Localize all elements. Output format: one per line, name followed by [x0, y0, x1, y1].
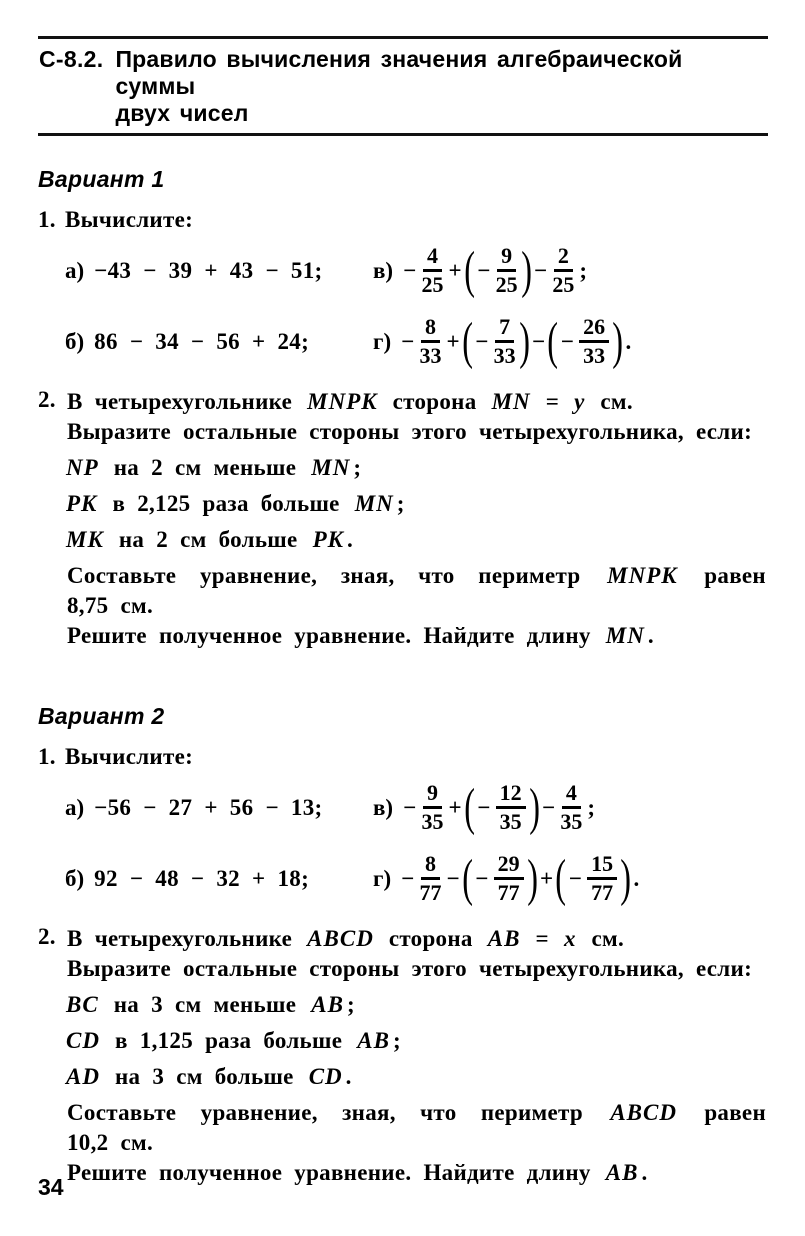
math-variable: y: [574, 389, 586, 414]
math-variable: CD: [66, 1028, 100, 1053]
math-variable: AB: [357, 1028, 390, 1053]
math-text: .: [641, 1160, 648, 1185]
paren: (: [462, 849, 473, 907]
math-text: В четырехугольнике: [67, 926, 305, 951]
math-text: −: [533, 257, 548, 283]
math-text: −: [477, 794, 491, 820]
section-code: С-8.2.: [39, 46, 104, 72]
problem2-line: [65, 924, 768, 954]
paren: ): [526, 849, 538, 907]
math-text: −: [475, 865, 489, 891]
math-variable: AB: [311, 992, 344, 1017]
math-text: на 2 см меньше: [101, 455, 309, 480]
math-text: 86 − 34 − 56 + 24;: [94, 328, 310, 354]
problem2-line: [65, 1158, 768, 1188]
problem2-line: [65, 1128, 768, 1158]
expression-item: [65, 772, 373, 843]
problem1-heading: [38, 744, 768, 770]
fraction: [421, 242, 444, 297]
fraction-denominator: 77: [497, 880, 520, 905]
fraction-numerator: 15: [587, 853, 617, 880]
fraction-numerator: 2: [554, 245, 573, 272]
section-title-line2: двух чисел: [115, 100, 249, 126]
variants-container: [38, 166, 768, 1188]
math-text: Выразите остальные стороны этого четырехугольника, если:: [67, 956, 753, 981]
math-text: +: [448, 794, 462, 820]
math-text: +: [539, 865, 554, 891]
math-text: сторона: [376, 926, 485, 951]
math-variable: MN: [605, 623, 645, 648]
problem1-items: [65, 772, 768, 914]
math-text: −: [446, 865, 460, 891]
math-text: ;: [353, 455, 362, 480]
math-text: ;: [392, 1028, 401, 1053]
fraction: [419, 313, 442, 368]
section-title-line1: Правило вычисления значения алгебраической суммы: [115, 46, 683, 99]
fraction-numerator: 4: [562, 782, 581, 809]
expression-item: [373, 772, 768, 843]
item-letter: а): [65, 794, 85, 820]
math-text: в 2,125 раза больше: [100, 491, 352, 516]
math-variable: ABCD: [610, 1100, 677, 1125]
math-text: Решите полученное уравнение. Найдите длину: [67, 1160, 603, 1185]
math-text: −: [477, 257, 491, 283]
item-letter: в): [373, 257, 394, 283]
expression-item: [65, 843, 373, 914]
fraction-denominator: 25: [421, 272, 444, 297]
paren: ): [620, 849, 632, 907]
paren: (: [555, 849, 567, 907]
item-letter: б): [65, 865, 85, 891]
fraction: [494, 850, 524, 905]
math-text: ;: [579, 257, 588, 283]
math-text: Составьте уравнение, зная, что периметр: [67, 563, 605, 588]
fraction-denominator: 25: [495, 272, 518, 297]
problem2-block: [38, 387, 768, 651]
problem-number: 1.: [38, 744, 56, 769]
math-text: −: [568, 865, 583, 891]
math-text: −: [403, 257, 417, 283]
fraction-numerator: 4: [423, 245, 442, 272]
math-text: .: [346, 527, 354, 552]
math-text: .: [633, 865, 640, 891]
math-text: .: [647, 623, 654, 648]
math-text: Выразите остальные стороны этого четырехугольника, если:: [67, 419, 753, 444]
math-text: +: [446, 328, 460, 354]
math-text: ;: [346, 992, 355, 1017]
math-text: −: [401, 328, 415, 354]
math-text: сторона: [380, 389, 489, 414]
fraction: [419, 850, 442, 905]
math-text: 8,75 см.: [67, 593, 154, 618]
math-text: −: [475, 328, 489, 354]
paren: ): [518, 312, 530, 370]
math-text: В четырехугольнике: [67, 389, 305, 414]
fraction: [587, 850, 617, 905]
math-variable: AD: [66, 1064, 100, 1089]
math-variable: MNPK: [307, 389, 378, 414]
expression-item: [373, 843, 768, 914]
math-variable: BC: [66, 992, 99, 1017]
math-variable: NP: [66, 455, 99, 480]
problem2-line: [65, 954, 768, 984]
math-text: на 2 см больше: [106, 527, 310, 552]
variant-title: Вариант 1: [38, 166, 165, 192]
expression-item: [373, 306, 768, 377]
math-variable: MK: [66, 527, 104, 552]
math-variable: CD: [308, 1064, 343, 1089]
paren: ): [520, 241, 532, 299]
math-text: −: [541, 794, 556, 820]
problem2-line: [65, 525, 768, 555]
math-text: Решите полученное уравнение. Найдите длину: [67, 623, 603, 648]
fraction: [560, 779, 583, 834]
math-variable: MNPK: [607, 563, 678, 588]
fraction-denominator: 25: [552, 272, 575, 297]
problem-number: 1.: [38, 207, 56, 232]
variant-block: [38, 166, 768, 651]
paren: ): [612, 312, 624, 370]
math-text: −: [531, 328, 546, 354]
problem-number: 2.: [38, 924, 56, 949]
fraction-numerator: 9: [423, 782, 442, 809]
math-variable: MN: [354, 491, 394, 516]
math-variable: x: [563, 926, 577, 951]
problem2-line: [65, 417, 768, 447]
math-text: =: [533, 389, 572, 414]
fraction-denominator: 35: [421, 809, 444, 834]
math-text: −: [560, 328, 575, 354]
math-text: −43 − 39 + 43 − 51;: [94, 257, 323, 283]
fraction-numerator: 9: [497, 245, 516, 272]
fraction-numerator: 8: [421, 853, 440, 880]
math-variable: PK: [312, 527, 344, 552]
math-text: равен: [679, 1100, 766, 1125]
math-variable: AB: [605, 1160, 639, 1185]
fraction-numerator: 26: [579, 316, 609, 343]
page-content: [0, 36, 805, 1188]
math-text: см.: [579, 926, 625, 951]
section-title: [115, 46, 768, 127]
variant-block: [38, 703, 768, 1188]
math-text: в 1,125 раза больше: [102, 1028, 355, 1053]
math-text: −: [403, 794, 417, 820]
math-text: на 3 см меньше: [101, 992, 309, 1017]
item-letter: г): [373, 865, 392, 891]
math-text: .: [345, 1064, 352, 1089]
math-text: +: [448, 257, 462, 283]
item-letter: в): [373, 794, 394, 820]
problem2-line: [65, 591, 768, 621]
fraction-numerator: 29: [494, 853, 524, 880]
problem2-line: [65, 1062, 768, 1092]
paren: (: [547, 312, 559, 370]
item-letter: б): [65, 328, 85, 354]
math-text: −: [401, 865, 415, 891]
math-text: ;: [587, 794, 596, 820]
problem-number: 2.: [38, 387, 56, 412]
problem2-block: [38, 924, 768, 1188]
header-rule-bottom: [38, 133, 768, 136]
math-text: ;: [396, 491, 405, 516]
expression-item: [65, 306, 373, 377]
fraction-denominator: 33: [419, 343, 442, 368]
fraction-denominator: 33: [583, 343, 606, 368]
fraction-denominator: 33: [493, 343, 516, 368]
problem1-heading: [38, 207, 768, 233]
math-text: 10,2 см.: [67, 1130, 154, 1155]
fraction: [496, 779, 526, 834]
paren: (: [462, 312, 473, 370]
expression-item: [65, 235, 373, 306]
problem2-line: [65, 453, 768, 483]
fraction-numerator: 8: [421, 316, 440, 343]
fraction: [493, 313, 516, 368]
fraction: [495, 242, 518, 297]
page-number: 34: [38, 1174, 64, 1200]
math-text: равен: [680, 563, 766, 588]
math-text: =: [523, 926, 561, 951]
fraction-denominator: 35: [499, 809, 522, 834]
expression-item: [373, 235, 768, 306]
problem1-items: [65, 235, 768, 377]
fraction: [579, 313, 609, 368]
problem1-label: Вычислите:: [65, 207, 194, 232]
paren: ): [528, 778, 540, 836]
item-letter: г): [373, 328, 392, 354]
math-variable: AB: [487, 926, 521, 951]
fraction-numerator: 7: [495, 316, 514, 343]
problem2-line: [65, 489, 768, 519]
problem1-label: Вычислите:: [65, 744, 194, 769]
problem2-line: [65, 1026, 768, 1056]
math-text: −56 − 27 + 56 − 13;: [94, 794, 323, 820]
problem2-line: [65, 1098, 768, 1128]
math-variable: ABCD: [307, 926, 374, 951]
math-variable: MN: [491, 389, 531, 414]
problem2-line: [65, 990, 768, 1020]
fraction-denominator: 35: [560, 809, 583, 834]
fraction-denominator: 77: [419, 880, 442, 905]
section-header: [38, 39, 768, 133]
fraction: [421, 779, 444, 834]
math-text: 92 − 48 − 32 + 18;: [94, 865, 310, 891]
fraction-numerator: 12: [496, 782, 526, 809]
paren: (: [464, 778, 475, 836]
math-text: на 3 см больше: [102, 1064, 306, 1089]
paren: (: [464, 241, 475, 299]
item-letter: а): [65, 257, 85, 283]
problem2-line: [65, 621, 768, 651]
math-text: Составьте уравнение, зная, что периметр: [67, 1100, 608, 1125]
variant-title: Вариант 2: [38, 703, 165, 729]
math-variable: PK: [66, 491, 98, 516]
math-text: см.: [588, 389, 633, 414]
fraction-denominator: 77: [591, 880, 614, 905]
problem2-line: [65, 387, 768, 417]
fraction: [552, 242, 575, 297]
math-text: .: [625, 328, 632, 354]
problem2-line: [65, 561, 768, 591]
math-variable: MN: [311, 455, 351, 480]
